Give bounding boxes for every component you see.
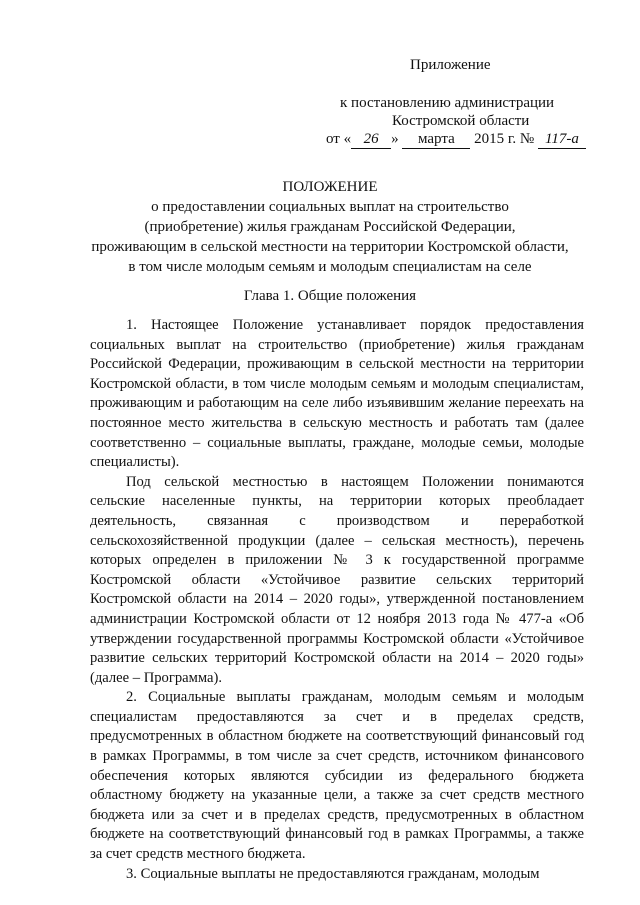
- paragraph: 1. Настоящее Положение устанавливает порядок предоставления социальных выплат на строительство (приобретение) жилья гражданам Российской Федерации, проживающим в сельской местности на территории Костромской области, в том числе молодым семьям и молодым специалистам, проживающим и работающим на селе либо изъявившим желание переехать на постоянное место жительства в сельскую местность и работать там (далее соответственно – социальные выплаты, граждане, молодые семьи, молодые специалисты).: [90, 317, 584, 471]
- date-year: 2015 г. №: [474, 131, 535, 147]
- resolution-label: к постановлению администрации: [340, 95, 555, 111]
- title-line: (приобретение) жилья гражданам Российской Федерации,: [144, 219, 516, 235]
- appendix-label: Приложение: [410, 57, 491, 73]
- title-line: о предоставлении социальных выплат на строительство: [151, 199, 509, 215]
- resolution-date-line: [326, 130, 586, 149]
- chapter-heading: Глава 1. Общие положения: [243, 288, 417, 304]
- paragraph: 3. Социальные выплаты не предоставляются гражданам, молодым: [126, 865, 540, 882]
- title-heading: ПОЛОЖЕНИЕ: [282, 179, 378, 195]
- title-line: в том числе молодым семьям и молодым специалистам на селе: [128, 259, 532, 275]
- date-day: 26: [351, 130, 391, 149]
- title-line: проживающим в сельской местности на территории Костромской области,: [91, 239, 569, 255]
- region-label: Костромской области: [392, 113, 530, 129]
- date-month: марта: [402, 130, 470, 149]
- date-mid: »: [391, 131, 399, 147]
- paragraph: Под сельской местностью в настоящем Положении понимаются сельские населенные пункты, на территории которых преобладает деятельность, связанная с производством и переработкой сельскохозяйственной продукции (далее – сельская местность), перечень которых определен в приложении № 3 к государственной программе Костромской области «Устойчивое развитие сельских территорий Костромской области на 2014 – 2020 годы», утвержденной постановлением администрации Костромской области от 12 ноября 2013 года № 477-а «Об утверждении государственной программы Костромской области «Устойчивое развитие сельских территорий Костромской области на 2014 – 2020 годы» (далее – Программа).: [90, 473, 584, 686]
- document-title: [80, 177, 580, 277]
- document-body: [90, 316, 584, 884]
- paragraph: 2. Социальные выплаты гражданам, молодым семьям и молодым специалистам предоставляются за счет и в пределах средств, предусмотренных в областном бюджете на соответствующий финансовый год в рамках Программы, в том числе за счет средств, источником финансового обеспечения которых являются субсидии из федерального бюджета областному бюджету на указанные цели, а также за счет средств местного бюджета или за счет и в пределах средств, предусмотренных в областном бюджете на соответствующий финансовый год в рамках Программы, а также за счет средств местного бюджета.: [90, 689, 584, 863]
- resolution-number: 117-а: [538, 130, 586, 149]
- date-prefix: от «: [326, 131, 352, 147]
